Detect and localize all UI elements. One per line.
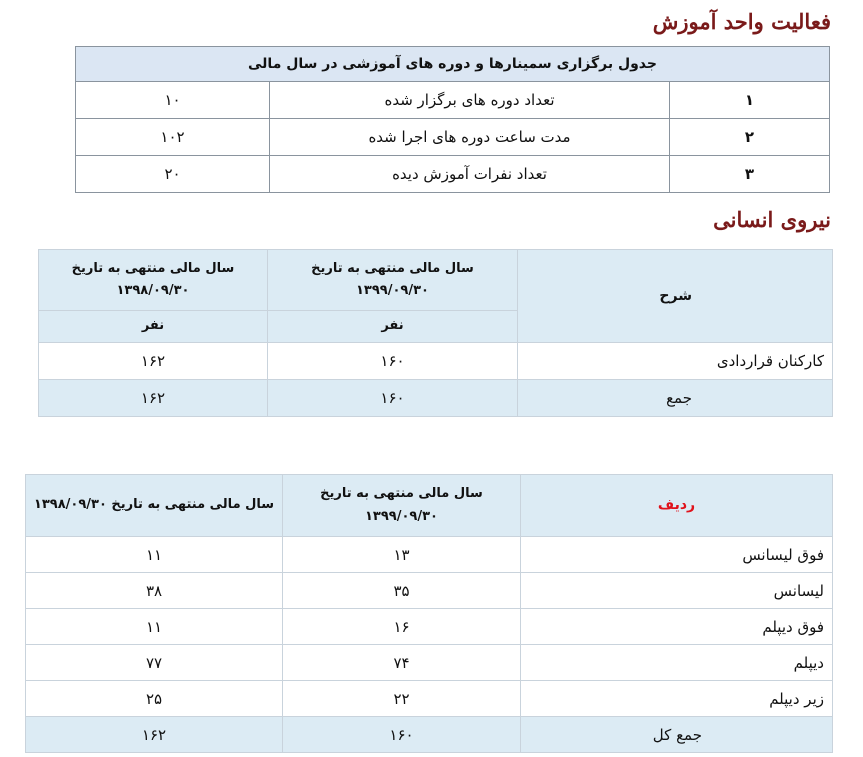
unit-1399: نفر [268,311,518,343]
header-year-1399: سال مالی منتهی به تاریخ ۱۳۹۹/۰۹/۳۰ [268,250,518,311]
value-1399: ۲۲ [283,681,521,717]
row-value: ۱۰۲ [76,119,270,156]
row-number: ۳ [670,156,830,193]
row-label: لیسانس [521,573,833,609]
table-row [39,343,833,380]
table-row [76,156,830,193]
header-year-1399: سال مالی منتهی به تاریخ ۱۳۹۹/۰۹/۳۰ [283,475,521,537]
value-1399: ۱۶۰ [268,380,518,417]
value-1399: ۳۵ [283,573,521,609]
row-label: جمع کل [521,717,833,753]
value-1398: ۱۱ [26,537,283,573]
table-row [76,119,830,156]
value-1398: ۱۶۲ [26,717,283,753]
value-1399: ۱۶۰ [268,343,518,380]
training-table-caption: جدول برگزاری سمینارها و دوره های آموزشی در سال مالی [76,47,830,82]
training-table [75,46,830,193]
value-1398: ۱۱ [26,609,283,645]
row-label: فوق لیسانس [521,537,833,573]
header-year-1398: سال مالی منتهی به تاریخ ۱۳۹۸/۰۹/۳۰ [26,475,283,537]
row-value: ۲۰ [76,156,270,193]
value-1398: ۲۵ [26,681,283,717]
header-description: شرح [518,250,833,343]
table-row [26,681,833,717]
value-1398: ۳۸ [26,573,283,609]
value-1399: ۱۳ [283,537,521,573]
table-row [76,82,830,119]
row-label: دیپلم [521,645,833,681]
value-1399: ۷۴ [283,645,521,681]
row-number: ۲ [670,119,830,156]
header-year-1398: سال مالی منتهی به تاریخ ۱۳۹۸/۰۹/۳۰ [39,250,268,311]
training-section-title: فعالیت واحد آموزش [652,9,831,34]
table-row [26,609,833,645]
total-row [39,380,833,417]
row-label: فوق دیپلم [521,609,833,645]
table-row [26,645,833,681]
row-label: مدت ساعت دوره های اجرا شده [270,119,670,156]
workforce-section-title: نیروی انسانی [713,207,831,232]
row-value: ۱۰ [76,82,270,119]
value-1398: ۱۶۲ [39,380,268,417]
row-label: زیر دیپلم [521,681,833,717]
workforce-table [38,249,833,417]
value-1398: ۱۶۲ [39,343,268,380]
total-row [26,717,833,753]
value-1399: ۱۶۰ [283,717,521,753]
value-1399: ۱۶ [283,609,521,645]
unit-1398: نفر [39,311,268,343]
row-number: ۱ [670,82,830,119]
row-label: کارکنان قراردادی [518,343,833,380]
row-label: جمع [518,380,833,417]
education-table [25,474,833,753]
table-row [26,537,833,573]
value-1398: ۷۷ [26,645,283,681]
table-row [26,573,833,609]
row-label: تعداد دوره های برگزار شده [270,82,670,119]
row-label: تعداد نفرات آموزش دیده [270,156,670,193]
header-radif: ردیف [521,475,833,537]
